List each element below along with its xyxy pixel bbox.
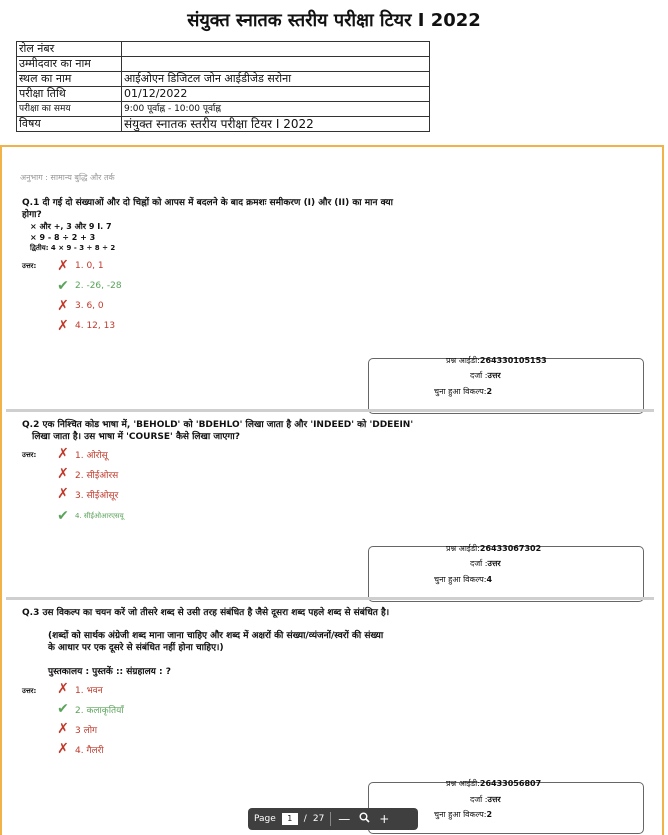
cross-icon: ✗	[57, 258, 69, 274]
option-row	[56, 279, 122, 293]
page-label: Page	[254, 814, 276, 824]
chosen-value: 2	[486, 810, 493, 819]
meta-label: प्रश्न आईडी:	[446, 544, 480, 553]
option-text: 2. कलाकृतियाँ	[75, 705, 124, 716]
chosen-value: 2	[486, 387, 493, 396]
cross-icon: ✗	[57, 318, 69, 334]
option-row	[56, 259, 104, 273]
info-row	[17, 42, 430, 57]
option-text: 1. ओरोसू	[75, 450, 108, 461]
option-row	[56, 487, 118, 501]
question-note-line: (शब्दों को सार्थक अंग्रेजी शब्द माना जाना चाहिए और शब्द में अक्षरों की संख्या/व्यंजनों/स्वरों की संख्या	[48, 631, 384, 641]
info-row	[17, 87, 430, 102]
option-row	[56, 299, 104, 313]
cross-icon: ✗	[57, 446, 69, 462]
section-label: अनुभाग : सामान्य बुद्धि और तर्क	[20, 173, 115, 182]
answer-label: उत्तर:	[22, 451, 37, 459]
option-row	[56, 742, 104, 756]
question-divider	[6, 409, 654, 412]
toolbar-divider	[330, 812, 331, 826]
chosen-option-line	[434, 574, 492, 585]
info-label: परीक्षा तिथि	[17, 87, 122, 102]
info-row	[17, 102, 430, 117]
meta-label: प्रश्न आईडी:	[446, 356, 480, 365]
option-text: 1. भवन	[75, 685, 103, 696]
meta-label: चुना हुआ विकल्प:	[434, 575, 487, 584]
option-text: 3. 6, 0	[75, 301, 104, 311]
info-value: आईओएन डिजिटल जोन आईडीजेड सरोना	[122, 72, 430, 87]
answer-label: उत्तर:	[22, 262, 37, 270]
option-text: 4. गैलरी	[75, 745, 104, 756]
meta-label: दर्जा :	[470, 559, 488, 568]
info-label: स्थल का नाम	[17, 72, 122, 87]
check-icon: ✔	[57, 508, 69, 524]
status-value: उत्तर	[487, 795, 501, 804]
meta-label: चुना हुआ विकल्प:	[434, 810, 487, 819]
question-id-value: 264330105153	[479, 356, 547, 365]
info-label: विषय	[17, 117, 122, 132]
option-row	[56, 467, 118, 481]
info-value	[122, 42, 430, 57]
question-3-note	[48, 630, 468, 654]
info-label: रोल नंबर	[17, 42, 122, 57]
info-value: 9:00 पूर्वाह्न - 10:00 पूर्वाह्न	[122, 102, 430, 117]
option-row	[56, 702, 124, 716]
info-value	[122, 57, 430, 72]
question-meta-box	[368, 546, 644, 602]
question-detail-line: द्वितीय: 4 × 9 - 3 ÷ 8 ÷ 2	[30, 244, 116, 252]
candidate-info-table	[16, 41, 430, 132]
question-id-value: 26433067302	[479, 544, 542, 553]
cross-icon: ✗	[57, 466, 69, 482]
question-meta-box	[368, 358, 644, 414]
zoom-in-button[interactable]: +	[379, 812, 390, 826]
question-text-line: Q.2 एक निश्चित कोड भाषा में, 'BEHOLD' को 'BDEHLO' लिखा जाता है और 'INDEED' को 'DDEEIN'	[22, 420, 414, 430]
question-text-line: लिखा जाता है। उस भाषा में 'COURSE' कैसे लिखा जाएगा?	[32, 432, 240, 442]
option-row	[56, 447, 108, 461]
chosen-option-line	[434, 809, 492, 820]
question-3-text: Q.3 उस विकल्प का चयन करें जो तीसरे शब्द से उसी तरह संबंधित है जैसे दूसरा शब्द पहले शब्द से संबंधित है।	[22, 608, 390, 618]
magnifier-icon[interactable]	[357, 812, 371, 826]
page-separator: /	[303, 814, 307, 824]
option-text: 3 लोग	[75, 725, 98, 736]
chosen-value: 4	[486, 575, 493, 584]
check-icon: ✔	[57, 278, 69, 294]
option-text: 2. -26, -28	[75, 281, 122, 291]
option-text: 3. सीईओसूर	[75, 490, 119, 501]
question-text-line: Q.1 दी गई दो संख्याओं और दो चिह्नों को आपस में बदलने के बाद क्रमशः समीकरण (I) और (II) का मान क्या	[22, 198, 393, 208]
info-value: 01/12/2022	[122, 87, 430, 102]
option-row	[56, 682, 103, 696]
option-row	[56, 509, 124, 523]
question-id-line	[446, 355, 547, 366]
answer-label: उत्तर:	[22, 687, 37, 695]
question-2-text	[22, 419, 442, 443]
question-id-line	[446, 778, 541, 789]
page-number-input[interactable]: 1	[282, 813, 298, 825]
status-line	[470, 558, 501, 569]
total-pages: 27	[312, 814, 325, 824]
info-row	[17, 117, 430, 132]
question-note-line: के आधार पर एक दूसरे से संबंधित नहीं होना चाहिए।)	[48, 643, 224, 653]
question-1-text	[22, 197, 442, 221]
option-text: 4. 12, 13	[75, 321, 116, 331]
page-title: संयुक्त स्नातक स्तरीय परीक्षा टियर I 2022	[187, 10, 481, 31]
question-detail-line: × 9 - 8 ÷ 2 + 3	[30, 233, 96, 242]
info-label: उम्मीदवार का नाम	[17, 57, 122, 72]
cross-icon: ✗	[57, 486, 69, 502]
cross-icon: ✗	[57, 681, 69, 697]
question-divider	[6, 597, 654, 600]
question-id-line	[446, 543, 541, 554]
status-value: उत्तर	[487, 371, 501, 380]
info-label: परीक्षा का समय	[17, 102, 122, 117]
meta-label: प्रश्न आईडी:	[446, 779, 480, 788]
question-detail-line: × और +, 3 और 9 I. 7	[30, 222, 112, 231]
cross-icon: ✗	[57, 298, 69, 314]
info-row	[17, 72, 430, 87]
zoom-out-button[interactable]: —	[338, 812, 351, 826]
meta-label: चुना हुआ विकल्प:	[434, 387, 487, 396]
cross-icon: ✗	[57, 721, 69, 737]
meta-label: दर्जा :	[470, 371, 488, 380]
question-id-value: 26433056807	[479, 779, 542, 788]
question-1-details	[30, 221, 115, 254]
option-text: 1. 0, 1	[75, 261, 104, 271]
status-line	[470, 370, 501, 381]
check-icon: ✔	[57, 701, 69, 717]
question-3-analogy: पुस्तकालय : पुस्तकें :: संग्रहालय : ?	[48, 667, 171, 677]
cross-icon: ✗	[57, 741, 69, 757]
question-text-line: होगा?	[22, 210, 42, 220]
info-row	[17, 57, 430, 72]
option-row	[56, 722, 97, 736]
status-value: उत्तर	[487, 559, 501, 568]
option-row	[56, 319, 115, 333]
info-value: संयुक्त स्नातक स्तरीय परीक्षा टियर I 2022	[122, 117, 430, 132]
chosen-option-line	[434, 386, 492, 397]
meta-label: दर्जा :	[470, 795, 488, 804]
option-text: 4. सीईओआरएसयू	[75, 511, 124, 520]
option-text: 2. सीईओरस	[75, 470, 119, 481]
status-line	[470, 794, 501, 805]
